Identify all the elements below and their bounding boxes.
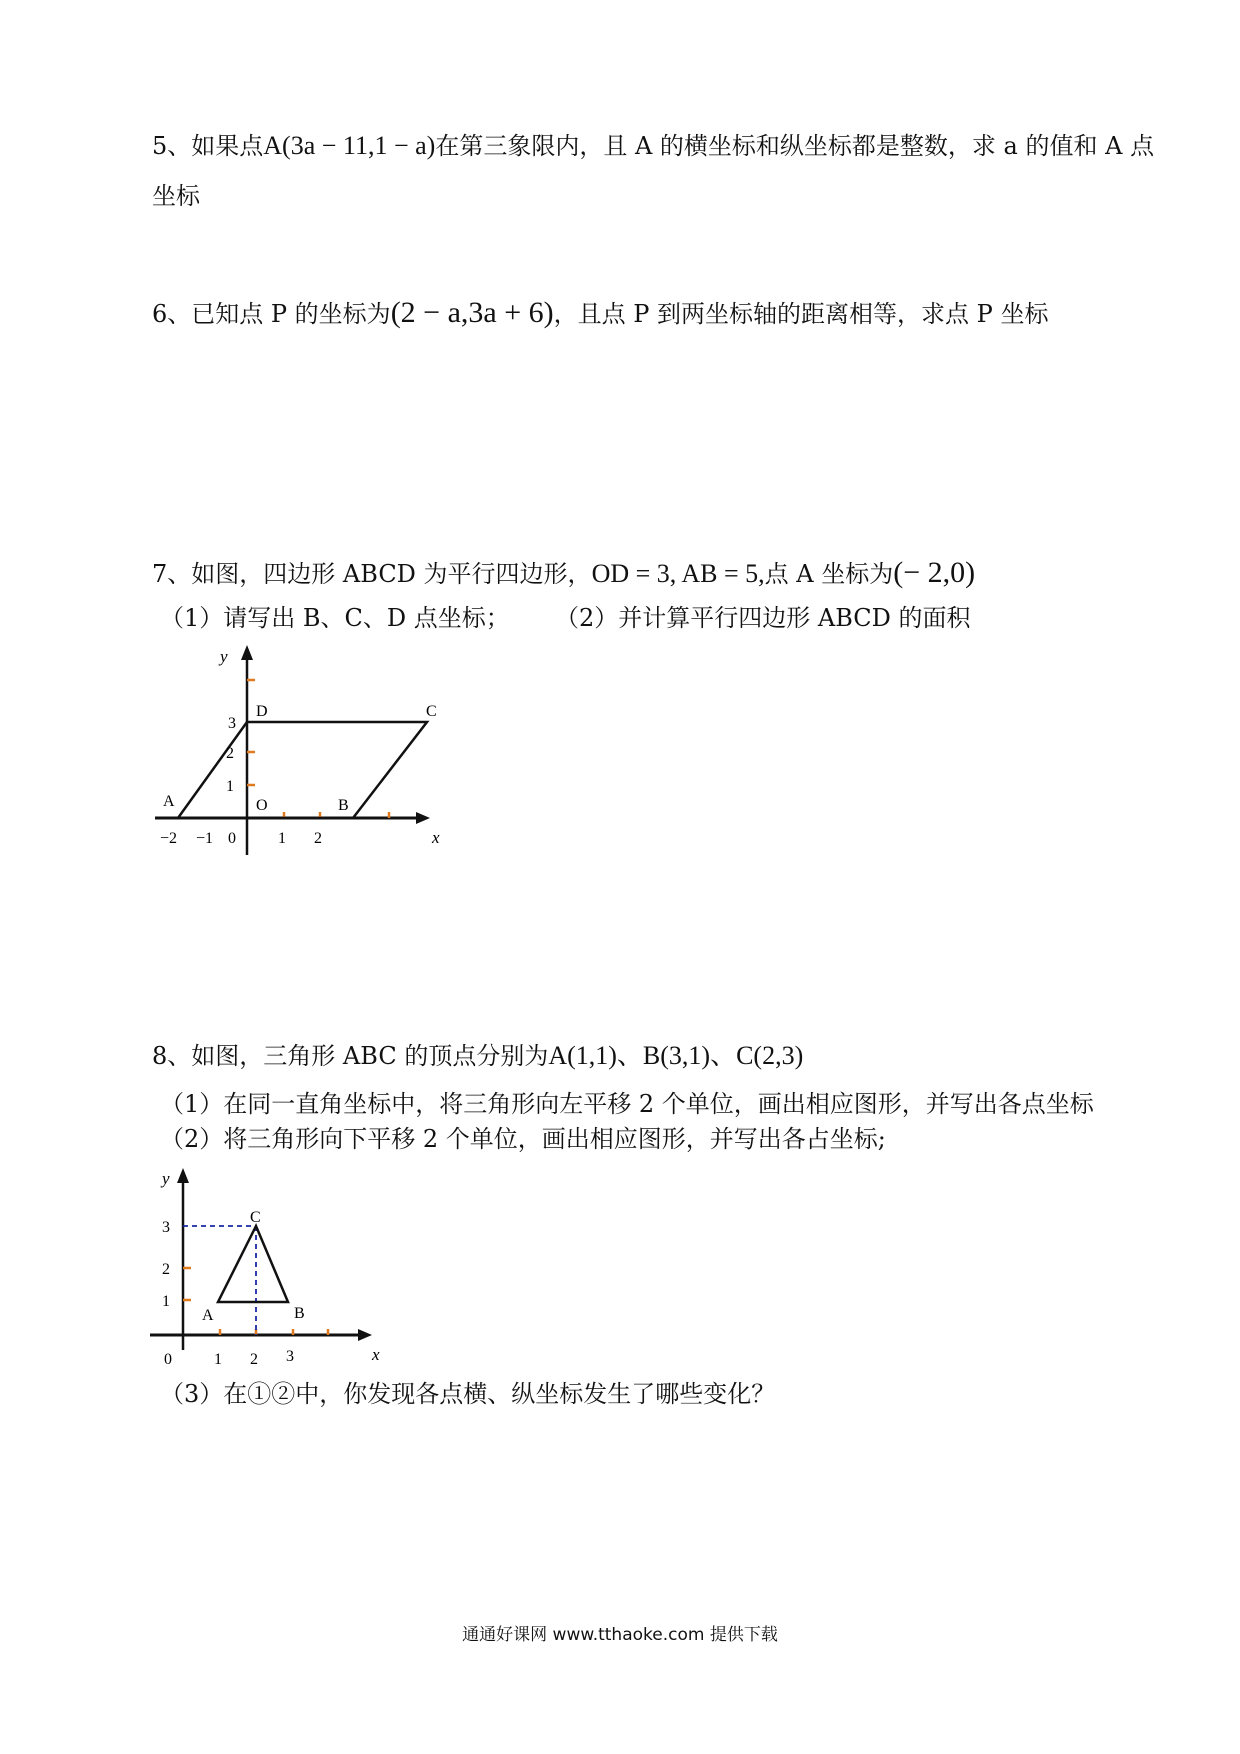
q7-ytick-2: 2 (226, 745, 234, 762)
q7-axis-y-label: y (220, 647, 228, 666)
q6-math: (2 − a,3a + 6) (390, 296, 554, 329)
q7-label-B: B (338, 797, 349, 814)
q8-label-B: B (294, 1305, 305, 1322)
q7-xtick-0: 0 (228, 830, 236, 847)
q8-math: A(1,1)、B(3,1)、C(2,3) (548, 1041, 804, 1070)
q7-xtick-neg1: −1 (196, 830, 214, 847)
q7-y-arrow (241, 645, 253, 660)
q7-sub2: （2）并计算平行四边形 ABCD 的面积 (555, 604, 971, 632)
q8-figure (140, 1160, 400, 1370)
page-footer: 通通好课网 www.tthaoke.com 提供下载 (462, 1625, 778, 1645)
q8-axis-y-label: y (162, 1169, 170, 1188)
q5-pre: 如果点 (191, 132, 264, 160)
q8-label-C: C (250, 1209, 261, 1226)
q7-number: 7、 (152, 560, 192, 588)
q5-math: A(3a − 11,1 − a) (263, 131, 436, 160)
q6-number: 6、 (152, 300, 192, 328)
q6-line (152, 295, 1048, 331)
q5-line1 (152, 130, 1154, 161)
q7-sub1: （1）请写出 B、C、D 点坐标； (160, 604, 510, 632)
q8-ytick-1: 1 (162, 1293, 170, 1310)
q5-post: 在第三象限内，且 A 的横坐标和纵坐标都是整数，求 a 的值和 A 点 (435, 132, 1155, 160)
q8-ytick-2: 2 (162, 1261, 170, 1278)
q8-number: 8、 (152, 1042, 192, 1070)
q8-ytick-3: 3 (162, 1219, 170, 1236)
q7-coord: (− 2,0) (893, 556, 976, 589)
q7-ytick-1: 1 (226, 778, 234, 795)
q8-triangle (218, 1226, 288, 1302)
q8-xtick-1: 1 (214, 1351, 222, 1368)
q7-label-A: A (163, 793, 175, 810)
q7-axis-x-label: x (432, 828, 440, 847)
q7-math: OD = 3, AB = 5, (591, 559, 765, 588)
q7-ytick-3: 3 (228, 715, 236, 732)
q8-y-arrow (177, 1168, 189, 1183)
q7-parallelogram (178, 722, 427, 818)
q7-xtick-neg2: −2 (160, 830, 178, 847)
q7-line (152, 555, 975, 591)
q8-pre: 如图，三角形 ABC 的顶点分别为 (191, 1042, 549, 1070)
q8-guides (183, 1226, 256, 1335)
q8-x-arrow (358, 1329, 372, 1341)
q5-line2: 坐标 (152, 182, 200, 210)
q8-line (152, 1040, 803, 1071)
q7-pre: 如图，四边形 ABCD 为平行四边形， (191, 560, 592, 588)
q7-xtick-1: 1 (278, 830, 286, 847)
q6-pre: 已知点 P 的坐标为 (191, 300, 391, 328)
q7-x-arrow (416, 812, 430, 824)
q8-axis-x-label: x (372, 1345, 380, 1364)
q7-post: 点 A 坐标为 (764, 560, 894, 588)
q8-sub2: （2）将三角形向下平移 2 个单位，画出相应图形，并写出各占坐标; (160, 1125, 886, 1153)
q8-xtick-3: 3 (286, 1348, 294, 1365)
q7-label-C: C (426, 703, 437, 720)
q8-label-A: A (202, 1307, 214, 1324)
q7-figure (150, 640, 460, 860)
q7-label-O: O (256, 797, 268, 814)
q8-xtick-2: 2 (250, 1351, 258, 1368)
q6-post: ，且点 P 到两坐标轴的距离相等，求点 P 坐标 (553, 300, 1049, 328)
q5-number: 5、 (152, 132, 192, 160)
q8-sub1: （1）在同一直角坐标中，将三角形向左平移 2 个单位，画出相应图形，并写出各点坐标 (160, 1090, 1094, 1118)
q8-sub3: （3）在①②中，你发现各点横、纵坐标发生了哪些变化？ (160, 1380, 776, 1408)
q7-label-D: D (256, 703, 268, 720)
q8-xtick-0: 0 (164, 1351, 172, 1368)
q7-xtick-2: 2 (314, 830, 322, 847)
